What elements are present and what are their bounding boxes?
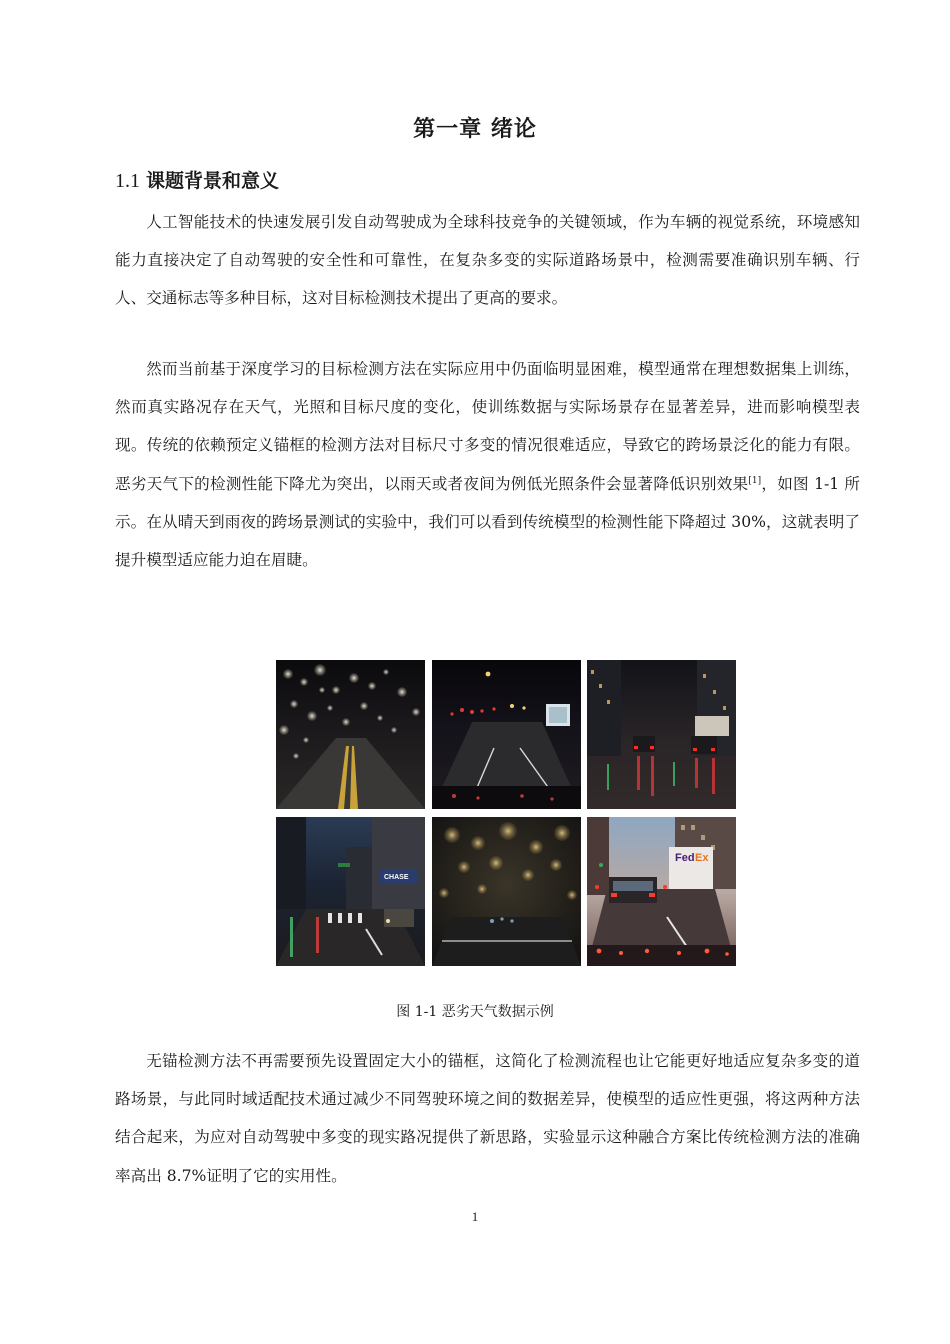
paragraph-1: 人工智能技术的快速发展引发自动驾驶成为全球科技竞争的关键领域，作为车辆的视觉系统，环境感知能力直接决定了自动驾驶的安全性和可靠性，在复杂多变的实际道路场景中，检测需要准确识别车辆、行人、交通标志等多种目标，这对目标检测技术提出了更高的要求。	[115, 213, 860, 308]
figure-image-grid	[276, 660, 737, 966]
paragraph-2-text-a: 然而当前基于深度学习的目标检测方法在实际应用中仍面临明显困难，模型通常在理想数据集上训练，然而真实路况存在天气，光照和目标尺度的变化，使训练数据与实际场景存在显著差异，进而影响模型表现。传统的依赖预定义锚框的检测方法对目标尺寸多变的情况很难适应，导致它的跨场景泛化的能力有限。恶劣天气下的检测性能下降尤为突出，以雨天或者夜间为例低光照条件会显著降低识别效果	[115, 360, 860, 493]
figure-image-night-road	[432, 660, 581, 809]
section-heading	[115, 166, 279, 193]
section-number: 1.1	[115, 170, 140, 192]
truck-logo-text-b: Ex	[695, 852, 709, 864]
figure-caption: 图 1-1 恶劣天气数据示例	[396, 1004, 554, 1020]
figure-image-rainy-city-street	[587, 660, 736, 809]
citation-ref: [1]	[748, 475, 762, 486]
figure-image-city-intersection	[276, 817, 425, 966]
truck-logo-text-a: Fed	[675, 852, 695, 864]
paragraph-2-text-b: ，如图 1-1 所示。在从晴天到雨夜的跨场景测试的实验中，我们可以看到传统模型的检测性能下降超过 30%，这就表明了提升模型适应能力迫在眉睫。	[115, 474, 860, 570]
bank-sign-text: CHASE	[384, 874, 409, 881]
paragraph-3: 无锚检测方法不再需要预先设置固定大小的锚框，这简化了检测流程也让它能更好地适应复杂多变的道路场景，与此同时域适配技术通过减少不同驾驶环境之间的数据差异，使模型的适应性更强，将这两种方法结合起来，为应对自动驾驶中多变的现实路况提供了新思路，实验显示这种融合方案比传统检测方法的准确率高出 8.7%证明了它的实用性。	[115, 1052, 860, 1185]
figure-image-dusk-street-truck	[587, 817, 736, 966]
figure-image-rainy-windshield	[276, 660, 425, 809]
section-title: 课题背景和意义	[146, 170, 280, 192]
page-number: 1	[471, 1209, 479, 1224]
paragraph-2	[115, 350, 860, 579]
figure-image-wet-windshield-night	[432, 817, 581, 966]
chapter-title: 第一章 绪论	[413, 117, 537, 142]
